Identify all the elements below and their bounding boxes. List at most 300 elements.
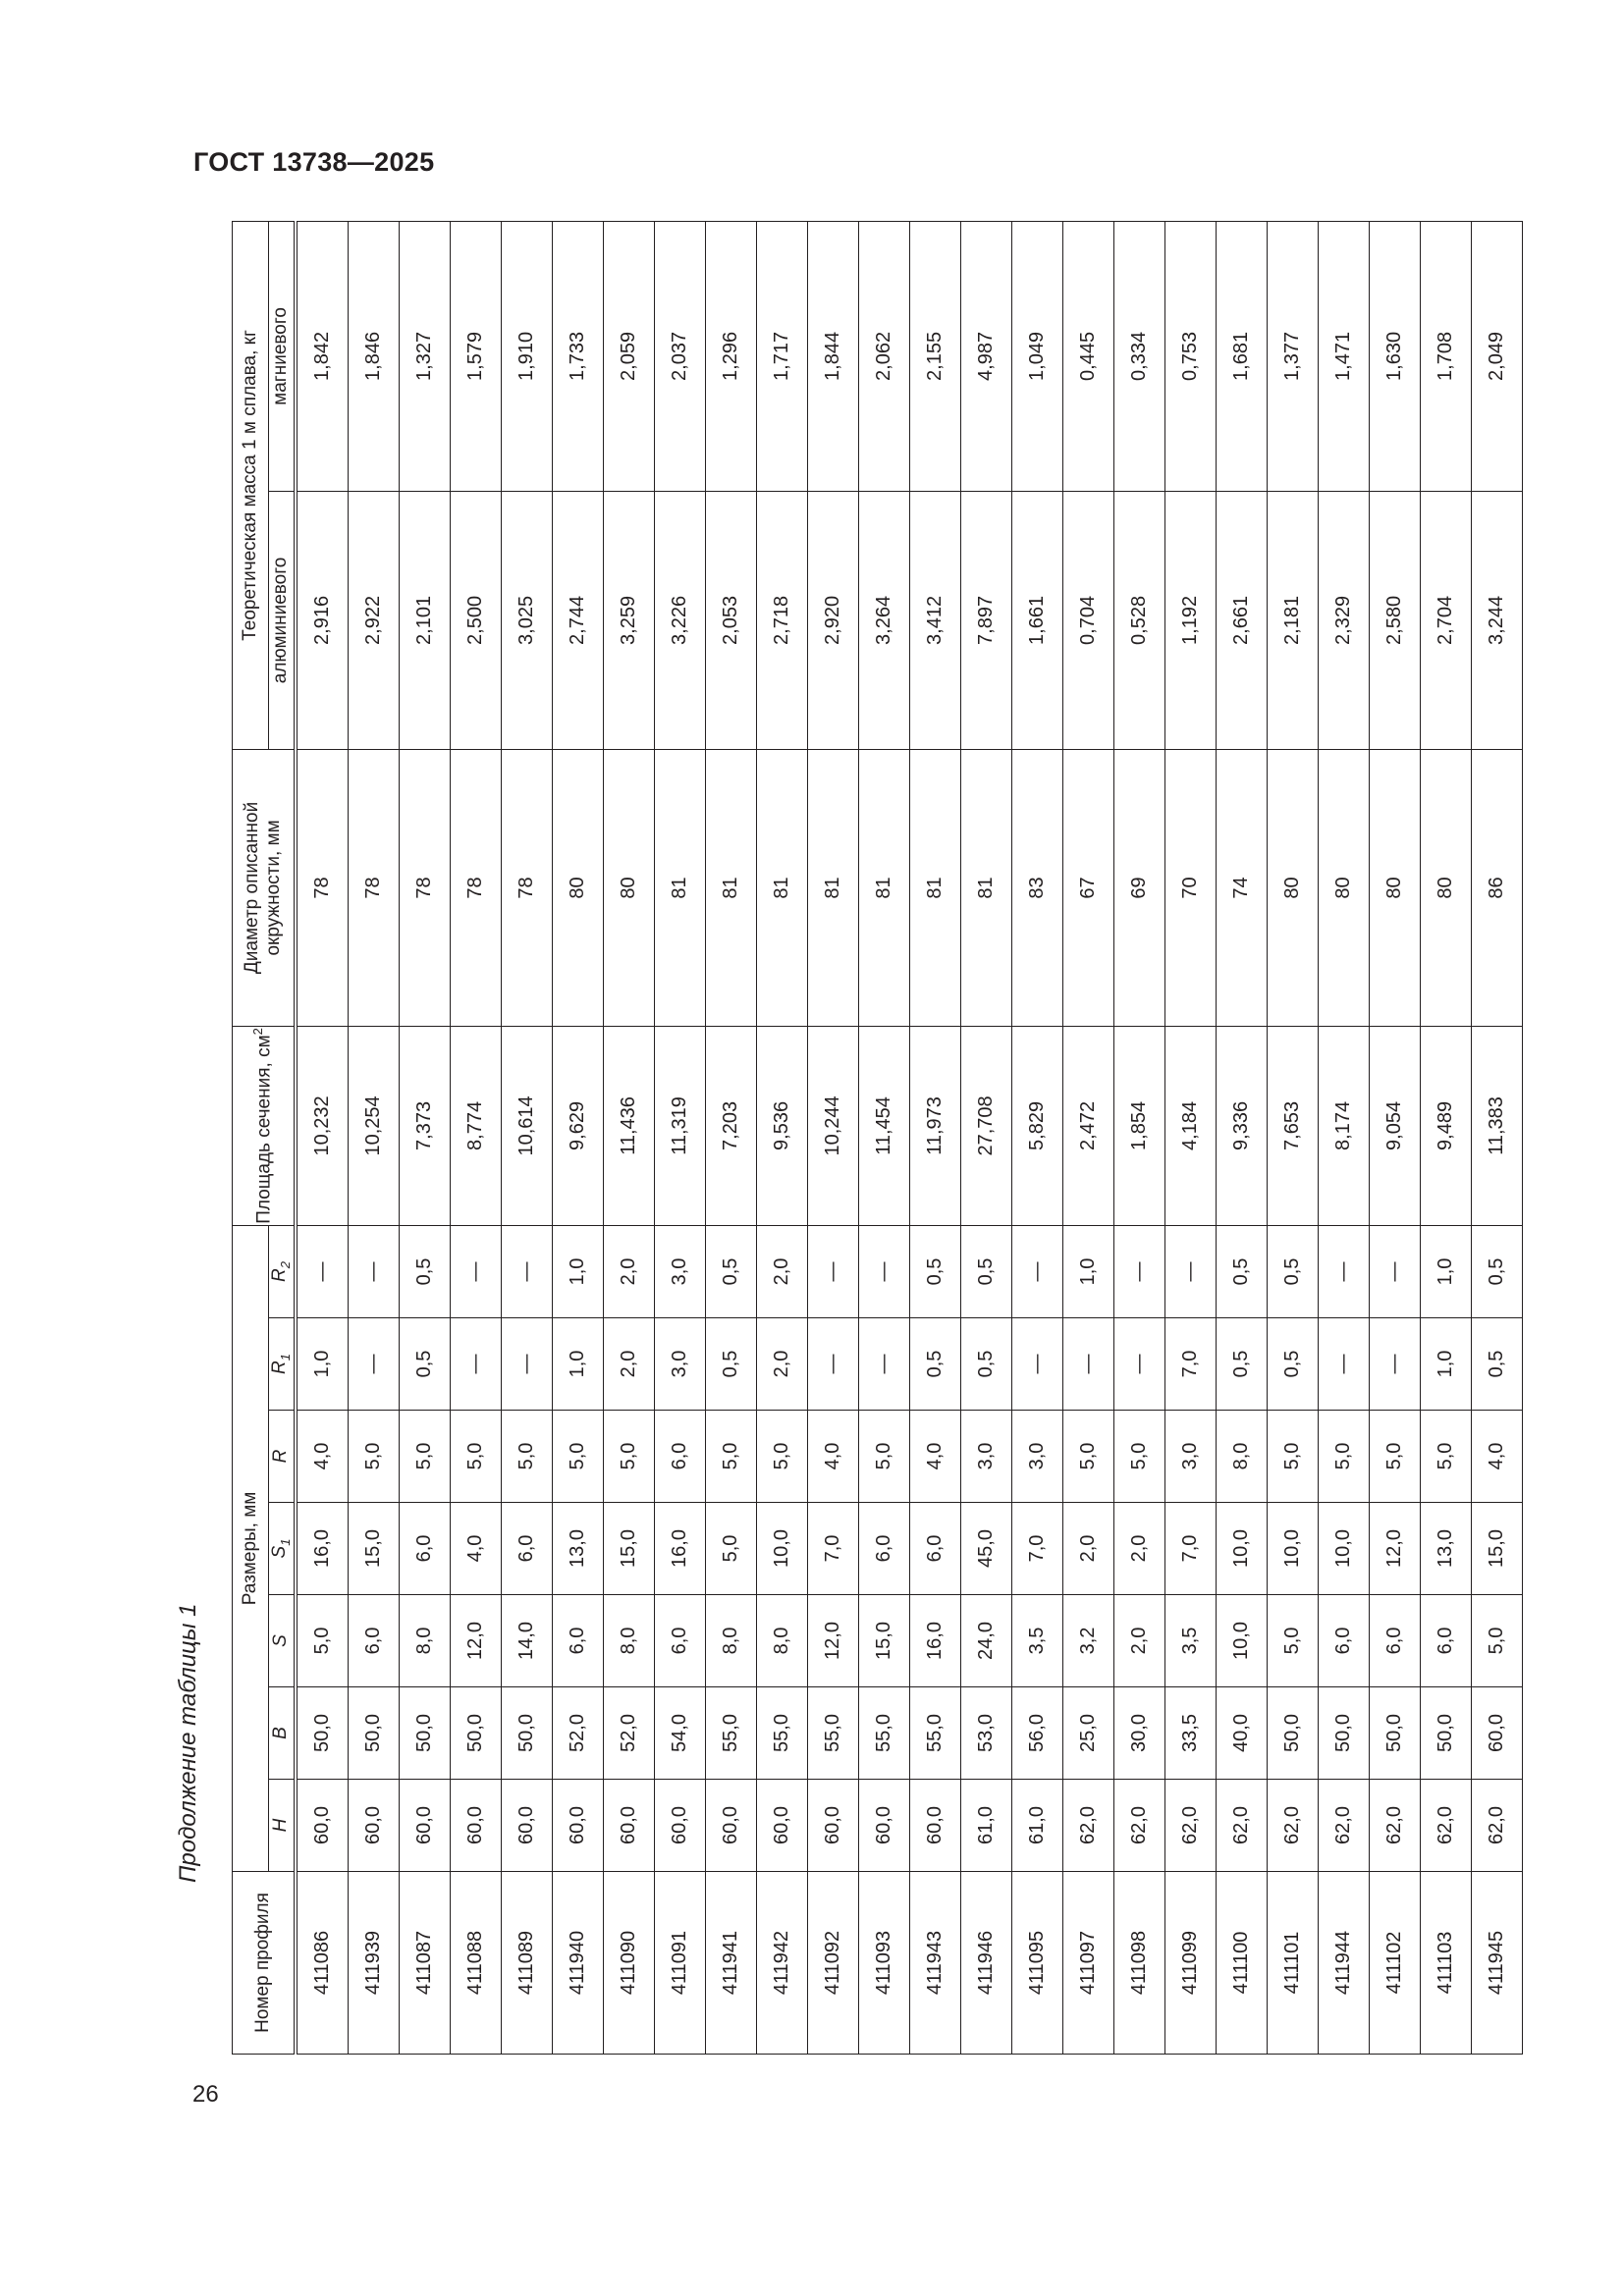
- cell-mass-aluminum-kg: 0,528: [1113, 491, 1164, 749]
- cell-S: 6,0: [1369, 1595, 1420, 1687]
- cell-diameter-mm: 78: [296, 749, 349, 1026]
- cell-B: 55,0: [705, 1687, 756, 1780]
- cell-R1: —: [1062, 1318, 1113, 1411]
- cell-R1: —: [1113, 1318, 1164, 1411]
- cell-H: 62,0: [1062, 1780, 1113, 1872]
- cell-area-cm2: 8,774: [450, 1026, 501, 1225]
- table-row: [1267, 221, 1318, 2054]
- cell-S1: 10,0: [1216, 1503, 1267, 1595]
- cell-S: 6,0: [1420, 1595, 1471, 1687]
- cell-S1: 7,0: [807, 1503, 858, 1595]
- cell-mass-magnesium-kg: 1,708: [1420, 221, 1471, 491]
- table-row: [909, 221, 960, 2054]
- cell-mass-magnesium-kg: 1,842: [296, 221, 349, 491]
- cell-R2: 0,5: [960, 1225, 1011, 1317]
- cell-area-cm2: 10,254: [348, 1026, 399, 1225]
- table-row: [399, 221, 450, 2054]
- cell-H: 60,0: [858, 1780, 909, 1872]
- cell-profile-number: 411939: [348, 1872, 399, 2055]
- cell-mass-magnesium-kg: 1,471: [1318, 221, 1369, 491]
- cell-S: 8,0: [399, 1595, 450, 1687]
- cell-R: 3,0: [1164, 1411, 1216, 1503]
- cell-H: 60,0: [399, 1780, 450, 1872]
- cell-diameter-mm: 78: [501, 749, 552, 1026]
- cell-H: 62,0: [1164, 1780, 1216, 1872]
- cell-diameter-mm: 80: [1318, 749, 1369, 1026]
- cell-area-cm2: 9,489: [1420, 1026, 1471, 1225]
- cell-diameter-mm: 69: [1113, 749, 1164, 1026]
- cell-R2: 0,5: [1471, 1225, 1522, 1317]
- cell-profile-number: 411095: [1011, 1872, 1062, 2055]
- cell-mass-aluminum-kg: 2,580: [1369, 491, 1420, 749]
- header-diameter: Диаметр описанной окружности, мм: [233, 749, 296, 1026]
- cell-R1: 1,0: [296, 1318, 349, 1411]
- cell-R2: 0,5: [909, 1225, 960, 1317]
- cell-R2: 1,0: [552, 1225, 603, 1317]
- table-row: [1011, 221, 1062, 2054]
- cell-R1: —: [1318, 1318, 1369, 1411]
- cell-mass-aluminum-kg: 2,920: [807, 491, 858, 749]
- cell-R: 4,0: [296, 1411, 349, 1503]
- cell-area-cm2: 11,383: [1471, 1026, 1522, 1225]
- cell-area-cm2: 9,536: [756, 1026, 807, 1225]
- cell-B: 50,0: [296, 1687, 349, 1780]
- cell-B: 55,0: [756, 1687, 807, 1780]
- cell-R2: 3,0: [654, 1225, 705, 1317]
- cell-H: 62,0: [1420, 1780, 1471, 1872]
- cell-S1: 13,0: [552, 1503, 603, 1595]
- cell-H: 62,0: [1113, 1780, 1164, 1872]
- table-row: [501, 221, 552, 2054]
- cell-mass-magnesium-kg: 2,062: [858, 221, 909, 491]
- cell-profile-number: 411088: [450, 1872, 501, 2055]
- cell-mass-aluminum-kg: 2,922: [348, 491, 399, 749]
- cell-R2: —: [348, 1225, 399, 1317]
- cell-area-cm2: 2,472: [1062, 1026, 1113, 1225]
- cell-area-cm2: 11,319: [654, 1026, 705, 1225]
- cell-profile-number: 411942: [756, 1872, 807, 2055]
- cell-area-cm2: 5,829: [1011, 1026, 1062, 1225]
- cell-R: 6,0: [654, 1411, 705, 1503]
- cell-mass-magnesium-kg: 0,445: [1062, 221, 1113, 491]
- cell-R2: —: [1011, 1225, 1062, 1317]
- cell-profile-number: 411097: [1062, 1872, 1113, 2055]
- cell-profile-number: 411100: [1216, 1872, 1267, 2055]
- cell-H: 62,0: [1471, 1780, 1522, 1872]
- table-row: [348, 221, 399, 2054]
- cell-R2: —: [296, 1225, 349, 1317]
- table-row: [1420, 221, 1471, 2054]
- header-profile-number: Номер профиля: [233, 1872, 296, 2055]
- cell-S: 10,0: [1216, 1595, 1267, 1687]
- cell-diameter-mm: 81: [909, 749, 960, 1026]
- cell-R: 5,0: [399, 1411, 450, 1503]
- cell-mass-aluminum-kg: 3,025: [501, 491, 552, 749]
- cell-diameter-mm: 70: [1164, 749, 1216, 1026]
- table-row: [756, 221, 807, 2054]
- cell-H: 60,0: [909, 1780, 960, 1872]
- table-row: [960, 221, 1011, 2054]
- cell-S: 3,2: [1062, 1595, 1113, 1687]
- cell-S: 2,0: [1113, 1595, 1164, 1687]
- cell-R1: 0,5: [399, 1318, 450, 1411]
- cell-profile-number: 411086: [296, 1872, 349, 2055]
- cell-area-cm2: 11,436: [603, 1026, 654, 1225]
- cell-diameter-mm: 80: [1369, 749, 1420, 1026]
- table-caption: Продолжение таблицы 1: [175, 1603, 201, 1883]
- table-row: [1164, 221, 1216, 2054]
- cell-S1: 13,0: [1420, 1503, 1471, 1595]
- page-number: 26: [192, 2081, 219, 2108]
- cell-diameter-mm: 80: [603, 749, 654, 1026]
- cell-profile-number: 411099: [1164, 1872, 1216, 2055]
- table-row: [654, 221, 705, 2054]
- cell-profile-number: 411087: [399, 1872, 450, 2055]
- cell-R1: 0,5: [1216, 1318, 1267, 1411]
- cell-mass-aluminum-kg: 3,226: [654, 491, 705, 749]
- cell-profile-number: 411092: [807, 1872, 858, 2055]
- cell-H: 60,0: [756, 1780, 807, 1872]
- cell-mass-magnesium-kg: 1,844: [807, 221, 858, 491]
- cell-H: 60,0: [603, 1780, 654, 1872]
- cell-R1: —: [1369, 1318, 1420, 1411]
- cell-mass-magnesium-kg: 4,987: [960, 221, 1011, 491]
- header-R2: $R_2$: [269, 1225, 296, 1317]
- table-row: [705, 221, 756, 2054]
- cell-profile-number: 411091: [654, 1872, 705, 2055]
- header-R1: $R_1$: [269, 1318, 296, 1411]
- document-header: ГОСТ 13738—2025: [193, 147, 435, 177]
- cell-area-cm2: 10,232: [296, 1026, 349, 1225]
- cell-diameter-mm: 80: [1420, 749, 1471, 1026]
- cell-mass-aluminum-kg: 2,718: [756, 491, 807, 749]
- header-H: H: [269, 1780, 296, 1872]
- table-row: [1216, 221, 1267, 2054]
- cell-S: 6,0: [348, 1595, 399, 1687]
- table-row: [296, 221, 349, 2054]
- cell-R: 5,0: [1369, 1411, 1420, 1503]
- cell-R2: —: [1164, 1225, 1216, 1317]
- profiles-table: [232, 221, 1523, 2055]
- cell-H: 60,0: [450, 1780, 501, 1872]
- table-row: [1471, 221, 1522, 2054]
- cell-R2: 0,5: [1216, 1225, 1267, 1317]
- cell-R2: —: [807, 1225, 858, 1317]
- cell-profile-number: 411098: [1113, 1872, 1164, 2055]
- cell-area-cm2: 11,454: [858, 1026, 909, 1225]
- cell-R1: 0,5: [705, 1318, 756, 1411]
- cell-R2: 0,5: [705, 1225, 756, 1317]
- cell-mass-magnesium-kg: 2,059: [603, 221, 654, 491]
- cell-area-cm2: 9,054: [1369, 1026, 1420, 1225]
- table-row: [1062, 221, 1113, 2054]
- cell-R2: —: [1318, 1225, 1369, 1317]
- cell-R2: —: [450, 1225, 501, 1317]
- cell-S1: 5,0: [705, 1503, 756, 1595]
- table-row: [1113, 221, 1164, 2054]
- cell-S: 5,0: [1267, 1595, 1318, 1687]
- cell-diameter-mm: 78: [399, 749, 450, 1026]
- cell-mass-magnesium-kg: 1,846: [348, 221, 399, 491]
- cell-profile-number: 411940: [552, 1872, 603, 2055]
- cell-R2: 1,0: [1420, 1225, 1471, 1317]
- cell-R1: —: [1011, 1318, 1062, 1411]
- cell-mass-magnesium-kg: 1,579: [450, 221, 501, 491]
- header-R: R: [269, 1411, 296, 1503]
- cell-R2: —: [1113, 1225, 1164, 1317]
- cell-area-cm2: 10,614: [501, 1026, 552, 1225]
- cell-diameter-mm: 81: [960, 749, 1011, 1026]
- cell-mass-magnesium-kg: 1,910: [501, 221, 552, 491]
- table-body: [296, 221, 1523, 2054]
- cell-profile-number: 411946: [960, 1872, 1011, 2055]
- cell-mass-magnesium-kg: 1,733: [552, 221, 603, 491]
- cell-R: 4,0: [1471, 1411, 1522, 1503]
- cell-area-cm2: 8,174: [1318, 1026, 1369, 1225]
- cell-profile-number: 411941: [705, 1872, 756, 2055]
- cell-B: 25,0: [1062, 1687, 1113, 1780]
- cell-mass-aluminum-kg: 2,053: [705, 491, 756, 749]
- cell-profile-number: 411943: [909, 1872, 960, 2055]
- cell-B: 53,0: [960, 1687, 1011, 1780]
- cell-S1: 2,0: [1062, 1503, 1113, 1595]
- header-S: S: [269, 1595, 296, 1687]
- cell-B: 50,0: [1267, 1687, 1318, 1780]
- cell-S: 14,0: [501, 1595, 552, 1687]
- cell-mass-aluminum-kg: 2,916: [296, 491, 349, 749]
- cell-S1: 4,0: [450, 1503, 501, 1595]
- cell-mass-magnesium-kg: 0,753: [1164, 221, 1216, 491]
- cell-S: 8,0: [756, 1595, 807, 1687]
- cell-R1: —: [450, 1318, 501, 1411]
- cell-R: 8,0: [1216, 1411, 1267, 1503]
- cell-diameter-mm: 81: [654, 749, 705, 1026]
- cell-S1: 7,0: [1011, 1503, 1062, 1595]
- cell-profile-number: 411103: [1420, 1872, 1471, 2055]
- cell-R: 5,0: [348, 1411, 399, 1503]
- cell-H: 60,0: [501, 1780, 552, 1872]
- cell-profile-number: 411090: [603, 1872, 654, 2055]
- cell-area-cm2: 7,373: [399, 1026, 450, 1225]
- cell-R: 5,0: [603, 1411, 654, 1503]
- cell-S: 12,0: [807, 1595, 858, 1687]
- cell-profile-number: 411945: [1471, 1872, 1522, 2055]
- cell-S: 5,0: [1471, 1595, 1522, 1687]
- cell-B: 55,0: [807, 1687, 858, 1780]
- cell-S1: 10,0: [1267, 1503, 1318, 1595]
- cell-mass-magnesium-kg: 2,037: [654, 221, 705, 491]
- cell-R1: 0,5: [960, 1318, 1011, 1411]
- cell-R: 4,0: [909, 1411, 960, 1503]
- cell-R1: 0,5: [909, 1318, 960, 1411]
- cell-R2: 0,5: [1267, 1225, 1318, 1317]
- cell-diameter-mm: 81: [807, 749, 858, 1026]
- cell-S1: 6,0: [399, 1503, 450, 1595]
- table-row: [603, 221, 654, 2054]
- cell-diameter-mm: 80: [552, 749, 603, 1026]
- cell-mass-magnesium-kg: 1,681: [1216, 221, 1267, 491]
- table-row: [1369, 221, 1420, 2054]
- header-dimensions: Размеры, мм: [233, 1225, 269, 1871]
- cell-S1: 10,0: [1318, 1503, 1369, 1595]
- cell-diameter-mm: 67: [1062, 749, 1113, 1026]
- cell-R1: 0,5: [1267, 1318, 1318, 1411]
- cell-diameter-mm: 78: [450, 749, 501, 1026]
- cell-mass-aluminum-kg: 2,704: [1420, 491, 1471, 749]
- cell-diameter-mm: 86: [1471, 749, 1522, 1026]
- cell-R2: —: [858, 1225, 909, 1317]
- cell-mass-aluminum-kg: 1,661: [1011, 491, 1062, 749]
- cell-diameter-mm: 81: [705, 749, 756, 1026]
- cell-B: 56,0: [1011, 1687, 1062, 1780]
- cell-mass-aluminum-kg: 7,897: [960, 491, 1011, 749]
- cell-B: 50,0: [501, 1687, 552, 1780]
- cell-B: 50,0: [1369, 1687, 1420, 1780]
- cell-R1: —: [501, 1318, 552, 1411]
- cell-mass-magnesium-kg: 1,377: [1267, 221, 1318, 491]
- cell-mass-aluminum-kg: 2,101: [399, 491, 450, 749]
- cell-S1: 45,0: [960, 1503, 1011, 1595]
- cell-mass-aluminum-kg: 2,181: [1267, 491, 1318, 749]
- cell-mass-magnesium-kg: 1,717: [756, 221, 807, 491]
- cell-diameter-mm: 81: [858, 749, 909, 1026]
- cell-S: 6,0: [1318, 1595, 1369, 1687]
- cell-R2: —: [501, 1225, 552, 1317]
- cell-area-cm2: 27,708: [960, 1026, 1011, 1225]
- cell-R: 5,0: [501, 1411, 552, 1503]
- cell-R2: 2,0: [756, 1225, 807, 1317]
- cell-S1: 6,0: [501, 1503, 552, 1595]
- cell-profile-number: 411102: [1369, 1872, 1420, 2055]
- cell-B: 33,5: [1164, 1687, 1216, 1780]
- table-row: [450, 221, 501, 2054]
- cell-area-cm2: 9,336: [1216, 1026, 1267, 1225]
- cell-mass-magnesium-kg: 0,334: [1113, 221, 1164, 491]
- cell-H: 62,0: [1369, 1780, 1420, 1872]
- cell-S: 8,0: [603, 1595, 654, 1687]
- cell-R: 5,0: [705, 1411, 756, 1503]
- cell-R: 5,0: [1113, 1411, 1164, 1503]
- cell-mass-aluminum-kg: 2,661: [1216, 491, 1267, 749]
- cell-R1: 1,0: [552, 1318, 603, 1411]
- cell-B: 55,0: [909, 1687, 960, 1780]
- cell-mass-aluminum-kg: 3,259: [603, 491, 654, 749]
- cell-mass-magnesium-kg: 1,296: [705, 221, 756, 491]
- cell-B: 40,0: [1216, 1687, 1267, 1780]
- cell-H: 62,0: [1216, 1780, 1267, 1872]
- cell-B: 50,0: [399, 1687, 450, 1780]
- cell-S1: 15,0: [348, 1503, 399, 1595]
- cell-B: 60,0: [1471, 1687, 1522, 1780]
- cell-H: 60,0: [654, 1780, 705, 1872]
- cell-area-cm2: 7,653: [1267, 1026, 1318, 1225]
- cell-H: 62,0: [1318, 1780, 1369, 1872]
- cell-area-cm2: 9,629: [552, 1026, 603, 1225]
- table-row: [858, 221, 909, 2054]
- cell-profile-number: 411093: [858, 1872, 909, 2055]
- cell-mass-aluminum-kg: 2,500: [450, 491, 501, 749]
- cell-H: 60,0: [296, 1780, 349, 1872]
- cell-S1: 2,0: [1113, 1503, 1164, 1595]
- cell-R: 5,0: [756, 1411, 807, 1503]
- cell-B: 50,0: [450, 1687, 501, 1780]
- header-S1: $S_1$: [269, 1503, 296, 1595]
- cell-H: 60,0: [705, 1780, 756, 1872]
- cell-area-cm2: 1,854: [1113, 1026, 1164, 1225]
- cell-H: 60,0: [552, 1780, 603, 1872]
- cell-S1: 15,0: [603, 1503, 654, 1595]
- cell-mass-magnesium-kg: 2,155: [909, 221, 960, 491]
- table-row: [807, 221, 858, 2054]
- cell-diameter-mm: 74: [1216, 749, 1267, 1026]
- cell-S: 12,0: [450, 1595, 501, 1687]
- cell-area-cm2: 10,244: [807, 1026, 858, 1225]
- table-row: [1318, 221, 1369, 2054]
- cell-R1: —: [807, 1318, 858, 1411]
- cell-R: 5,0: [552, 1411, 603, 1503]
- cell-S: 5,0: [296, 1595, 349, 1687]
- cell-mass-aluminum-kg: 3,264: [858, 491, 909, 749]
- cell-R: 5,0: [450, 1411, 501, 1503]
- cell-R: 5,0: [1062, 1411, 1113, 1503]
- header-aluminum: алюминиевого: [269, 491, 296, 749]
- cell-S: 16,0: [909, 1595, 960, 1687]
- cell-R2: —: [1369, 1225, 1420, 1317]
- cell-S1: 15,0: [1471, 1503, 1522, 1595]
- cell-R: 5,0: [858, 1411, 909, 1503]
- cell-B: 50,0: [348, 1687, 399, 1780]
- header-B: B: [269, 1687, 296, 1780]
- cell-mass-magnesium-kg: 1,049: [1011, 221, 1062, 491]
- header-theoretical-mass: Теоретическая масса 1 м сплава, кг: [233, 221, 269, 749]
- table-row: [552, 221, 603, 2054]
- cell-B: 50,0: [1420, 1687, 1471, 1780]
- cell-R1: 1,0: [1420, 1318, 1471, 1411]
- rotated-table-container: [232, 231, 1507, 2055]
- cell-mass-aluminum-kg: 2,744: [552, 491, 603, 749]
- cell-mass-aluminum-kg: 3,412: [909, 491, 960, 749]
- cell-H: 61,0: [1011, 1780, 1062, 1872]
- cell-R1: 0,5: [1471, 1318, 1522, 1411]
- cell-R: 3,0: [1011, 1411, 1062, 1503]
- cell-R1: 7,0: [1164, 1318, 1216, 1411]
- cell-mass-aluminum-kg: 1,192: [1164, 491, 1216, 749]
- cell-area-cm2: 7,203: [705, 1026, 756, 1225]
- cell-R1: —: [348, 1318, 399, 1411]
- cell-B: 54,0: [654, 1687, 705, 1780]
- cell-S: 3,5: [1011, 1595, 1062, 1687]
- cell-S: 6,0: [654, 1595, 705, 1687]
- cell-R: 5,0: [1420, 1411, 1471, 1503]
- cell-B: 55,0: [858, 1687, 909, 1780]
- cell-S1: 7,0: [1164, 1503, 1216, 1595]
- cell-S1: 16,0: [296, 1503, 349, 1595]
- cell-R2: 2,0: [603, 1225, 654, 1317]
- cell-mass-aluminum-kg: 3,244: [1471, 491, 1522, 749]
- cell-B: 30,0: [1113, 1687, 1164, 1780]
- cell-mass-aluminum-kg: 0,704: [1062, 491, 1113, 749]
- cell-diameter-mm: 78: [348, 749, 399, 1026]
- cell-area-cm2: 4,184: [1164, 1026, 1216, 1225]
- cell-R1: —: [858, 1318, 909, 1411]
- cell-profile-number: 411101: [1267, 1872, 1318, 2055]
- cell-S1: 6,0: [909, 1503, 960, 1595]
- cell-B: 52,0: [552, 1687, 603, 1780]
- cell-R: 5,0: [1267, 1411, 1318, 1503]
- header-area: Площадь сечения, $см^2$: [233, 1026, 296, 1225]
- cell-S: 6,0: [552, 1595, 603, 1687]
- cell-S: 8,0: [705, 1595, 756, 1687]
